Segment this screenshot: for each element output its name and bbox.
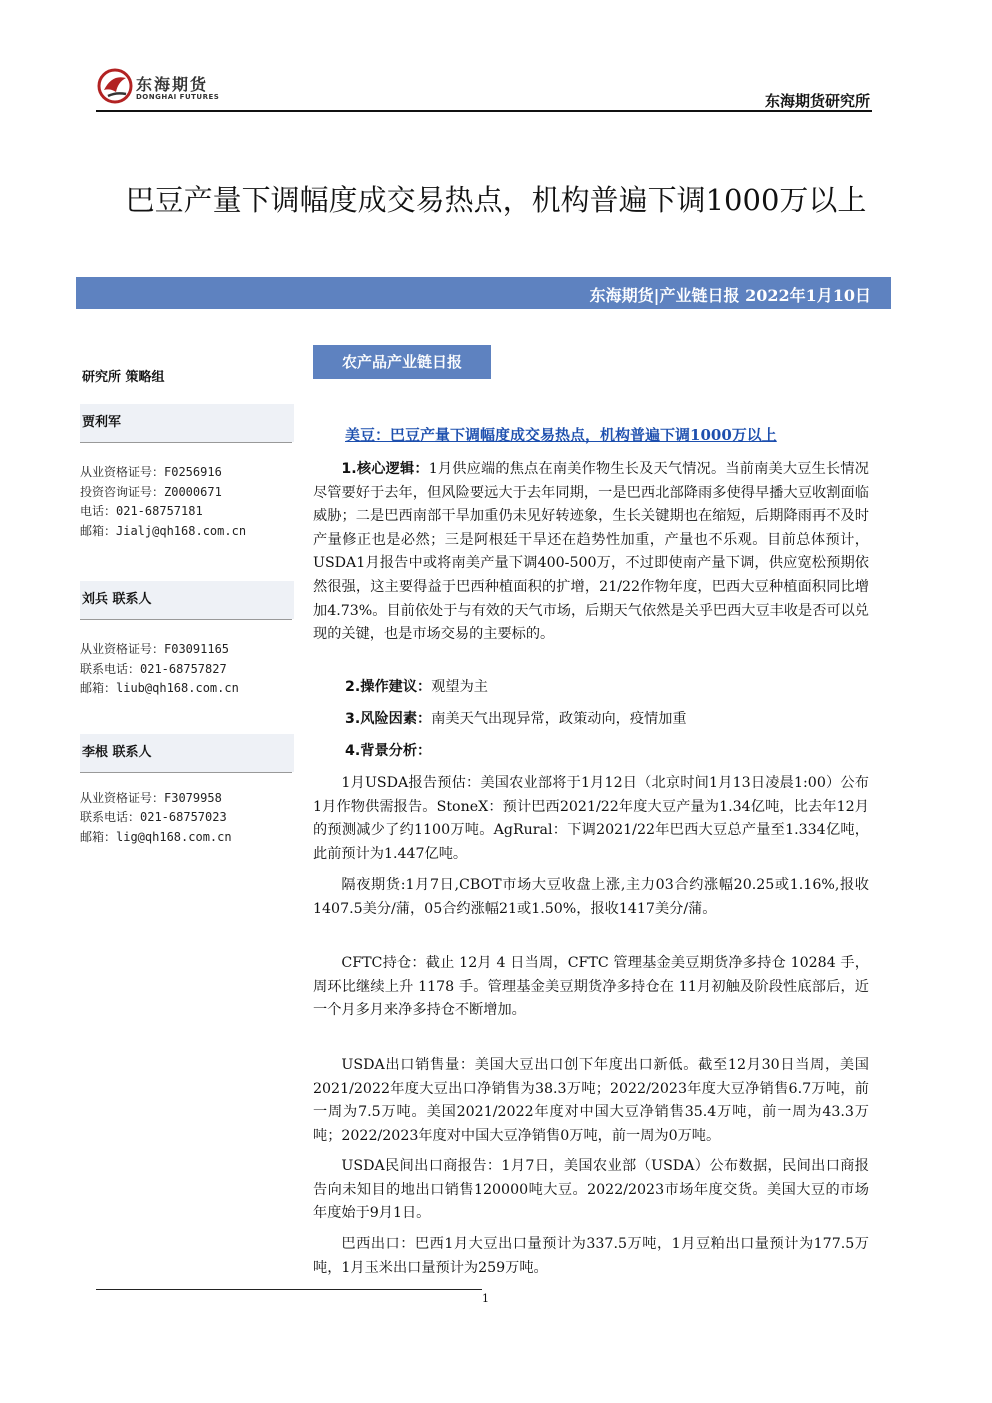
logo-text-en: DONGHAI FUTURES xyxy=(136,93,220,101)
operation-text: 观望为主 xyxy=(431,679,488,695)
operation-advice xyxy=(345,676,488,696)
risk-text: 南美天气出现异常，政策动向，疫情加重 xyxy=(431,711,687,727)
analyst-info: 从业资格证号：F03091165 xyxy=(80,642,230,656)
logo-text-cn: 东海期货 xyxy=(136,75,209,94)
background-analysis xyxy=(345,740,431,760)
institute-name: 东海期货研究所 xyxy=(764,92,870,110)
category-label: 农产品产业链日报 xyxy=(313,345,491,379)
document-title: 巴豆产量下调幅度成交易热点，机构普遍下调1000万以上 xyxy=(125,183,867,217)
footer-divider xyxy=(96,1289,482,1290)
background-paragraph: 巴西出口：巴西1月大豆出口量预计为337.5万吨，1月豆粕出口量预计为177.5万吨，1月玉米出口量预计为259万吨。 xyxy=(313,1236,869,1276)
analyst-email[interactable]: 邮箱：liub@qh168.com.cn xyxy=(80,681,239,695)
report-banner-text: 东海期货|产业链日报 2022年1月10日 xyxy=(589,286,871,305)
background-paragraph: 隔夜期货:1月7日,CBOT市场大豆收盘上涨,主力03合约涨幅20.25或1.16%,报收1407.5美分/蒲，05合约涨幅21或1.50%，报收1417美分/蒲。 xyxy=(313,877,869,917)
header-divider xyxy=(96,110,872,112)
sidebar-divider xyxy=(80,619,292,620)
research-group: 研究所 策略组 xyxy=(82,370,165,385)
background-paragraph: 1月USDA报告预估：美国农业部将于1月12日（北京时间1月13日凌晨1:00）公布1月作物供需报告。StoneX：预计巴西2021/22年度大豆产量为1.34亿吨，比去年12月的预测减少了约1100万吨。AgRural：下调2021/22年巴西大豆总产量至1.334亿吨，此前预计为1.447亿吨。 xyxy=(313,775,869,862)
article-headline[interactable]: 美豆：巴豆产量下调幅度成交易热点，机构普遍下调1000万以上 xyxy=(345,426,777,444)
analyst-info: 从业资格证号：F3079958 xyxy=(80,791,222,805)
risk-factors xyxy=(345,708,687,728)
analyst-name: 李根 联系人 xyxy=(80,734,294,772)
analyst-info: 联系电话：021-68757023 xyxy=(80,810,227,824)
analyst-email[interactable]: 邮箱：lig@qh168.com.cn xyxy=(80,830,232,844)
analyst-info: 投资咨询证号：Z0000671 xyxy=(80,485,222,499)
analyst-info: 联系电话：021-68757827 xyxy=(80,662,227,676)
core-logic-paragraph xyxy=(313,458,869,647)
sidebar-divider xyxy=(80,442,292,443)
company-logo xyxy=(96,66,236,110)
analyst-info: 从业资格证号：F0256916 xyxy=(80,465,222,479)
background-label: 4.背景分析： xyxy=(345,743,432,759)
operation-label: 2.操作建议： xyxy=(345,679,432,695)
core-logic-label: 1.核心逻辑： xyxy=(341,461,429,477)
analyst-name: 刘兵 联系人 xyxy=(80,581,294,619)
risk-label: 3.风险因素： xyxy=(345,711,432,727)
analyst-email[interactable]: 邮箱：Jialj@qh168.com.cn xyxy=(80,524,247,538)
page-number: 1 xyxy=(482,1292,489,1305)
background-paragraph: CFTC持仓：截止 12月 4 日当周，CFTC 管理基金美豆期货净多持仓 10284 手，周环比继续上升 1178 手。管理基金美豆期货净多持仓在 11月初触及阶段性底部后，近一个月多月来净多持仓不断增加。 xyxy=(313,955,869,1019)
background-paragraph: USDA出口销售量：美国大豆出口创下年度出口新低。截至12月30日当周，美国2021/2022年度大豆出口净销售为38.3万吨；2022/2023年度大豆净销售6.7万吨，前一周为7.5万吨。美国2021/2022年度对中国大豆净销售35.4万吨，前一周为43.3万吨；2022/2023年度对中国大豆净销售0万吨，前一周为0万吨。 xyxy=(313,1057,869,1144)
analyst-name: 贾利军 xyxy=(80,404,294,442)
analyst-info: 电话：021-68757181 xyxy=(80,504,203,518)
sidebar-divider xyxy=(80,772,292,773)
background-paragraph: USDA民间出口商报告：1月7日，美国农业部（USDA）公布数据，民间出口商报告向未知目的地出口销售120000吨大豆。2022/2023市场年度交货。美国大豆的市场年度始于9月1日。 xyxy=(313,1158,869,1222)
core-logic-text: 1月供应端的焦点在南美作物生长及天气情况。当前南美大豆生长情况尽管要好于去年，但风险要远大于去年同期，一是巴西北部降雨多使得早播大豆收割面临威胁；二是巴西南部干旱加重仍未见好转迹象，生长关键期也在缩短，后期降雨再不及时产量修正也是必然；三是阿根廷干旱还在趋势性加重，产量也不乐观。目前总体预计，USDA1月报告中或将南美产量下调400-500万，不过即使南产量下调，供应宽松预期依然很强，这主要得益于巴西种植面积的扩增，21/22作物年度，巴西大豆种植面积同比增加4.73%。目前依处于与有效的天气市场，后期天气依然是关乎巴西大豆丰收是否可以兑现的关键，也是市场交易的主要标的。 xyxy=(313,461,869,643)
logo-emblem-icon xyxy=(96,66,134,106)
report-banner xyxy=(76,277,891,309)
